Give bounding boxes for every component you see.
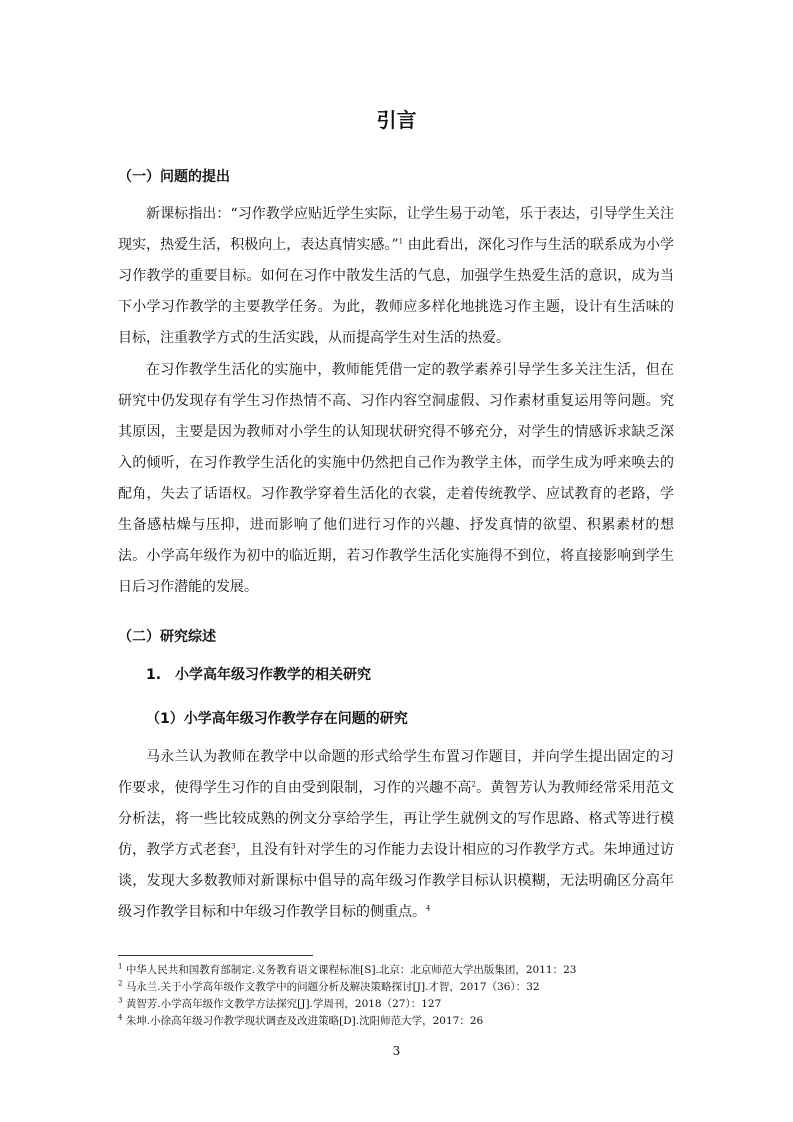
section-heading-review: （二）研究综述 bbox=[118, 629, 216, 645]
paragraph-2: 在习作教学生活化的实施中，教师能凭借一定的教学素养引导学生多关注生活，但在研究中仍发现存有学生习作热情不高、习作内容空洞虚假、习作素材重复运用等问题。究其原因，主要是因为教师对小学生的认知现状研究得不够充分，对学生的情感诉求缺乏深入的倾听，在习作教学生活化的实施中仍然把自己作为教学主体，而学生成为呼来唤去的配角，失去了话语权。习作教学穿着生活化的衣裳，走着传统教学、应试教育的老路，学生备感枯燥与压抑，进而影响了他们进行习作的兴趣、抒发真情的欲望、积累素材的想法。小学高年级作为初中的临近期，若习作教学生活化实施得不到位，将直接影响到学生日后习作潜能的发展。 bbox=[118, 362, 674, 595]
subsection-heading-1-1: （1）小学高年级习作教学存在问题的研究 bbox=[146, 711, 408, 727]
footnote-text: 朱坤.小徐高年级习作教学现状调查及改进策略[D].沈阳师范大学，2017：26 bbox=[125, 1015, 484, 1027]
footnote-separator bbox=[118, 955, 313, 956]
paragraph-3 bbox=[118, 742, 674, 928]
page-number: 3 bbox=[392, 1044, 401, 1058]
footnote-text: 马永兰.关于小学高年级作文教学中的问题分析及解决策略探讨[J].才智，2017（36）：32 bbox=[125, 981, 540, 993]
footnote-item bbox=[118, 996, 698, 1013]
footnotes bbox=[118, 962, 698, 1030]
footnote-ref-4: 4 bbox=[426, 904, 431, 913]
paragraph-3-text-c: ，且没有针对学生的习作能力去设计相应的习作教学方式。朱坤通过访谈，发现大多数教师对新课标中倡导的高年级习作教学目标认识模糊，无法明确区分高年级习作教学目标和中年级习作教学目标的侧重点。 bbox=[118, 842, 675, 920]
footnote-number: 1 bbox=[118, 962, 123, 971]
paragraph-3-text-a: 马永兰认为教师在教学中以命题的形式给学生布置习作题目，并向学生提出固定的习作要求，使得学生习作的自由受到限制，习作的兴趣不高 bbox=[118, 749, 674, 796]
footnote-ref-3: 3 bbox=[231, 842, 236, 851]
footnote-ref-1: 1 bbox=[398, 237, 404, 246]
subsection-heading-1: 1. 小学高年级习作教学的相关研究 bbox=[146, 667, 372, 683]
section-heading-problem: （一）问题的提出 bbox=[118, 169, 230, 185]
paragraph-3-text-b: 。黄智芳认为教师经常采用范文分析法，将一些比较成熟的例文分享给学生，再让学生就例文的写作思路、格式等进行模仿，教学方式老套 bbox=[118, 780, 675, 858]
footnote-item bbox=[118, 979, 698, 996]
footnote-number: 3 bbox=[118, 996, 123, 1005]
page-title: 引言 bbox=[376, 108, 417, 132]
footnote-number: 4 bbox=[118, 1013, 123, 1022]
footnote-item bbox=[118, 1013, 698, 1030]
paragraph-1-text-a: 新课标指出：“习作教学应贴近学生实际，让学生易于动笔，乐于表达，引导学生关注现实，热爱生活，积极向上，表达真情实感。” bbox=[118, 206, 674, 253]
footnote-text: 黄智芳.小学高年级作文教学方法探究[J].学周刊，2018（27）：127 bbox=[125, 998, 442, 1010]
footnote-text: 中华人民共和国教育部制定.义务教育语文课程标准[S].北京：北京师范大学出版集团，2011：23 bbox=[125, 964, 577, 976]
footnote-ref-2: 2 bbox=[471, 780, 477, 789]
footnote-number: 2 bbox=[118, 979, 123, 988]
footnote-item bbox=[118, 962, 698, 979]
paragraph-1 bbox=[118, 199, 674, 354]
paragraph-1-text-b: 由此看出，深化习作与生活的联系成为小学习作教学的重要目标。如何在习作中散发生活的气息，加强学生热爱生活的意识，成为当下小学习作教学的主要教学任务。为此，教师应多样化地挑选习作主题，设计有生活味的目标，注重教学方式的生活实践，从而提高学生对生活的热爱。 bbox=[118, 237, 675, 346]
